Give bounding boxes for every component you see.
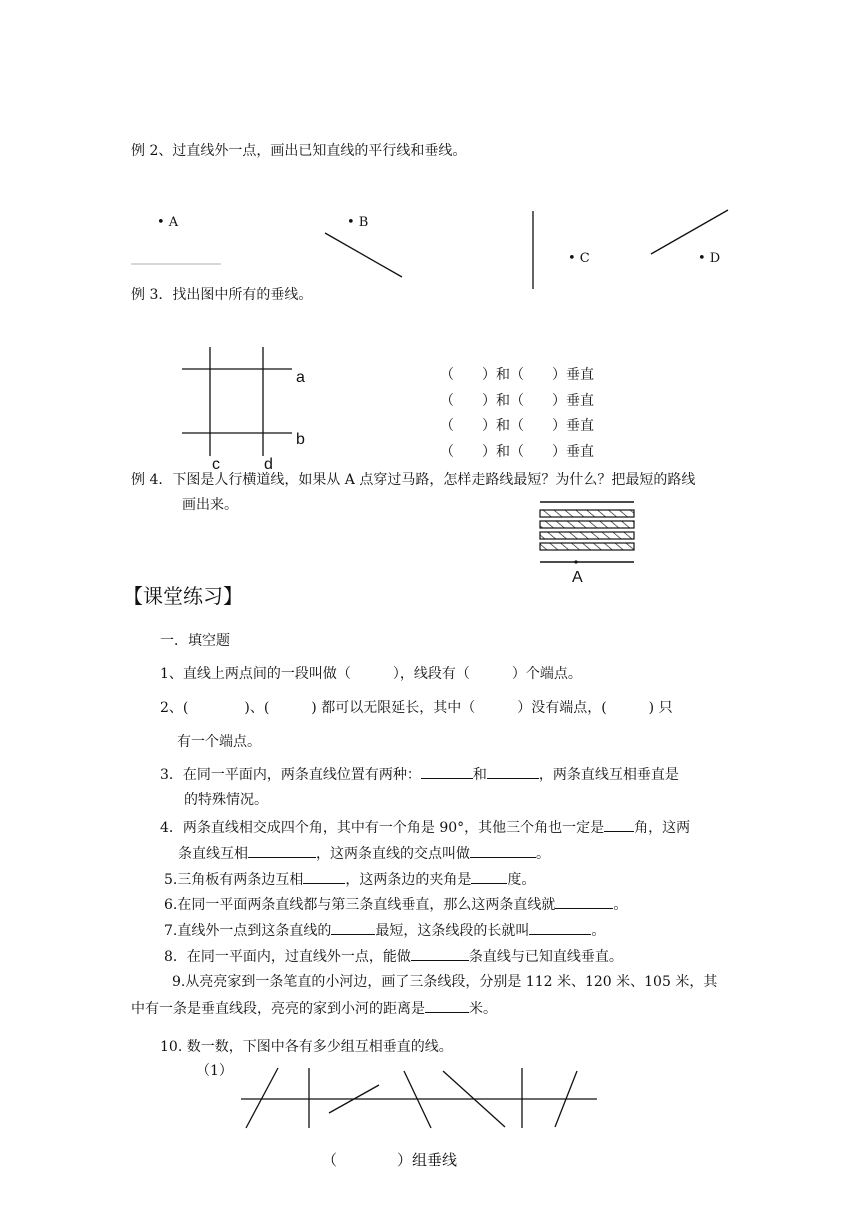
fill-heading: 一．填空题 bbox=[160, 633, 230, 649]
point-b-label: • B bbox=[347, 215, 369, 230]
example-3-text: 例 3．找出图中所有的垂线。 bbox=[131, 287, 313, 303]
question-2-line-1: 2、( )、( ) 都可以无限延长，其中（ ）没有端点，( ) 只 bbox=[160, 700, 673, 716]
question-6: 6.在同一平面两条直线都与第三条直线垂直，那么这两条直线就 。 bbox=[164, 894, 627, 915]
question-10: 10. 数一数，下图中各有多少组互相垂直的线。 bbox=[160, 1039, 453, 1055]
perpendicular-count-figure bbox=[241, 1068, 597, 1128]
answer-row-3: （ ）和（ ）垂直 bbox=[440, 418, 594, 434]
label-b: b bbox=[296, 431, 305, 448]
answer-row-2: （ ）和（ ）垂直 bbox=[440, 393, 594, 409]
point-d-label: • D bbox=[698, 251, 721, 266]
question-8: 8．在同一平面内，过直线外一点，能做 条直线与已知直线垂直。 bbox=[164, 946, 623, 967]
question-3-line-2: 的特殊情况。 bbox=[184, 792, 268, 808]
point-a-dot bbox=[574, 560, 577, 563]
answer-row-1: （ ）和（ ）垂直 bbox=[440, 367, 594, 383]
answer-row-4: （ ）和（ ）垂直 bbox=[440, 444, 594, 460]
label-a: a bbox=[296, 369, 305, 386]
point-a-label: • A bbox=[157, 215, 179, 230]
example-4-text: 例 4．下图是人行横道线，如果从 A 点穿过马路，怎样走路线最短？为什么？把最短的路线 bbox=[131, 472, 696, 488]
section-title: 【课堂练习】 bbox=[123, 584, 243, 608]
example-4-text-cont: 画出来。 bbox=[182, 497, 238, 513]
point-c-label: • C bbox=[568, 251, 590, 266]
question-2-line-2: 有一个端点。 bbox=[177, 734, 261, 750]
question-3-line-1: 3．在同一平面内，两条直线位置有两种： 和 ，两条直线互相垂直是 bbox=[160, 764, 679, 785]
question-10-sub: （1） bbox=[196, 1063, 233, 1079]
line-near-d bbox=[651, 210, 728, 254]
crosswalk-point-label: A bbox=[572, 569, 583, 586]
question-10-answer: （ ）组垂线 bbox=[322, 1151, 458, 1169]
question-9-line-2: 中有一条是垂直线段，亮亮的家到小河的距离是 米。 bbox=[131, 998, 497, 1019]
label-d: d bbox=[264, 456, 273, 473]
example-2-text: 例 2、过直线外一点，画出已知直线的平行线和垂线。 bbox=[131, 143, 467, 159]
label-c: c bbox=[212, 456, 220, 473]
crosswalk bbox=[540, 502, 634, 564]
question-9-line-1: 9.从亮亮家到一条笔直的小河边，画了三条线段，分别是 112 米、120 米、105 米，其 bbox=[172, 974, 718, 990]
question-4-line-1: 4．两条直线相交成四个角，其中有一个角是 90°，其他三个角也一定是 角，这两 bbox=[160, 817, 690, 838]
question-5: 5.三角板有两条边互相 ，这两条边的夹角是 度。 bbox=[164, 869, 535, 890]
question-4-line-2: 条直线互相 ，这两条直线的交点叫做 。 bbox=[178, 843, 550, 864]
question-7: 7.直线外一点到这条直线的 最短，这条线段的长就叫 。 bbox=[164, 920, 605, 941]
line-near-b bbox=[325, 233, 402, 277]
question-1: 1、直线上两点间的一段叫做（ ），线段有（ ）个端点。 bbox=[160, 666, 582, 682]
